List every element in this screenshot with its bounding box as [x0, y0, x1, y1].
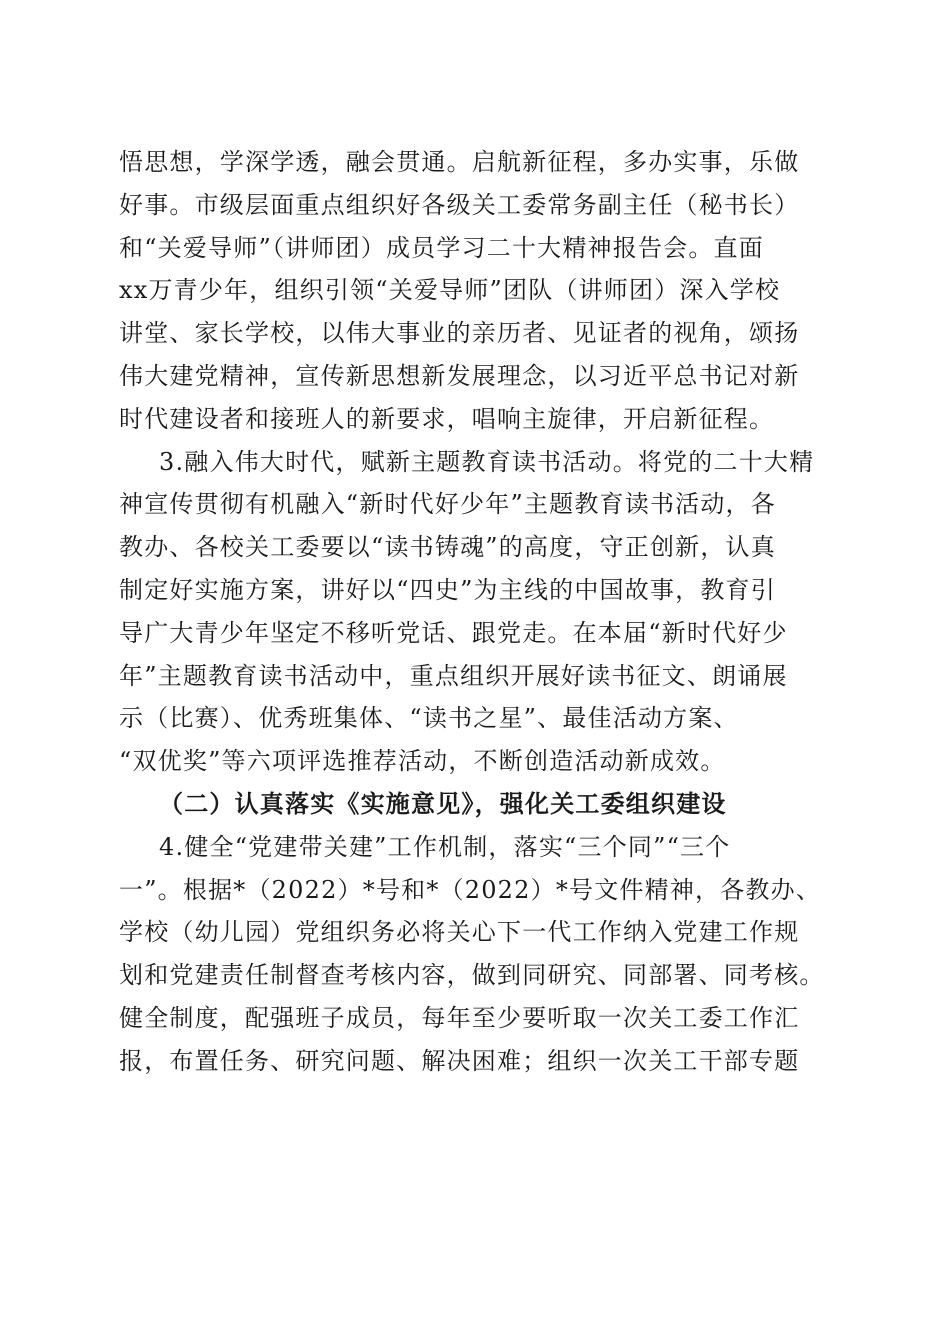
- paragraph-line: 4.健全“党建带关建”工作机制，落实“三个同”“三个: [159, 832, 731, 861]
- section-heading: （二）认真落实《实施意见》，强化关工委组织建设: [159, 788, 727, 818]
- paragraph-line: 划和党建责任制督查考核内容，做到同研究、同部署、同考核。: [119, 961, 825, 990]
- paragraph-line: 示（比赛）、优秀班集体、“读书之星”、最佳活动方案、: [119, 704, 739, 733]
- paragraph-line: 讲堂、家长学校，以伟大事业的亲历者、见证者的视角，颂扬: [119, 319, 800, 348]
- paragraph-line: 悟思想，学深学透，融会贯通。启航新征程，多办实事，乐做: [119, 148, 800, 176]
- paragraph-line: 3.融入伟大时代，赋新主题教育读书活动。将党的二十大精: [159, 447, 815, 476]
- paragraph-line: xx万青少年，组织引领“关爱导师”团队（讲师团）深入学校: [119, 276, 781, 305]
- paragraph-line: 健全制度，配强班子成员，每年至少要听取一次关工委工作汇: [119, 1003, 800, 1032]
- paragraph-line: “双优奖”等六项评选推荐活动，不断创造活动新成效。: [119, 747, 726, 776]
- paragraph-line: 导广大青少年坚定不移听党话、跟党走。在本届“新时代好少: [119, 618, 788, 647]
- paragraph-line: 年”主题教育读书活动中，重点组织开展好读书征文、朗诵展: [119, 661, 788, 690]
- paragraph-line: 一”。根据*（2022）*号和*（2022）*号文件精神，各教办、: [119, 875, 822, 904]
- paragraph-line: 学校（幼儿园）党组织务必将关心下一代工作纳入党建工作规: [119, 918, 800, 947]
- paragraph-line: 神宣传贯彻有机融入“新时代好少年”主题教育读书活动，各: [119, 490, 776, 519]
- paragraph-line: 伟大建党精神，宣传新思想新发展理念，以习近平总书记对新: [119, 361, 800, 390]
- paragraph-line: 教办、各校关工委要以“读书铸魂”的高度，守正创新，认真: [119, 533, 776, 562]
- paragraph-line: 时代建设者和接班人的新要求，唱响主旋律，开启新征程。: [119, 404, 775, 433]
- paragraph-line: 制定好实施方案，讲好以“四史”为主线的中国故事，教育引: [119, 575, 776, 604]
- paragraph-line: 好事。市级层面重点组织好各级关工委常务副主任（秘书长）: [119, 190, 800, 219]
- body-text: [119, 141, 849, 1083]
- paragraph-line: 和“关爱导师”（讲师团）成员学习二十大精神报告会。直面: [119, 233, 764, 262]
- paragraph-line: 报，布置任务、研究问题、解决困难；组织一次关工干部专题: [119, 1046, 800, 1075]
